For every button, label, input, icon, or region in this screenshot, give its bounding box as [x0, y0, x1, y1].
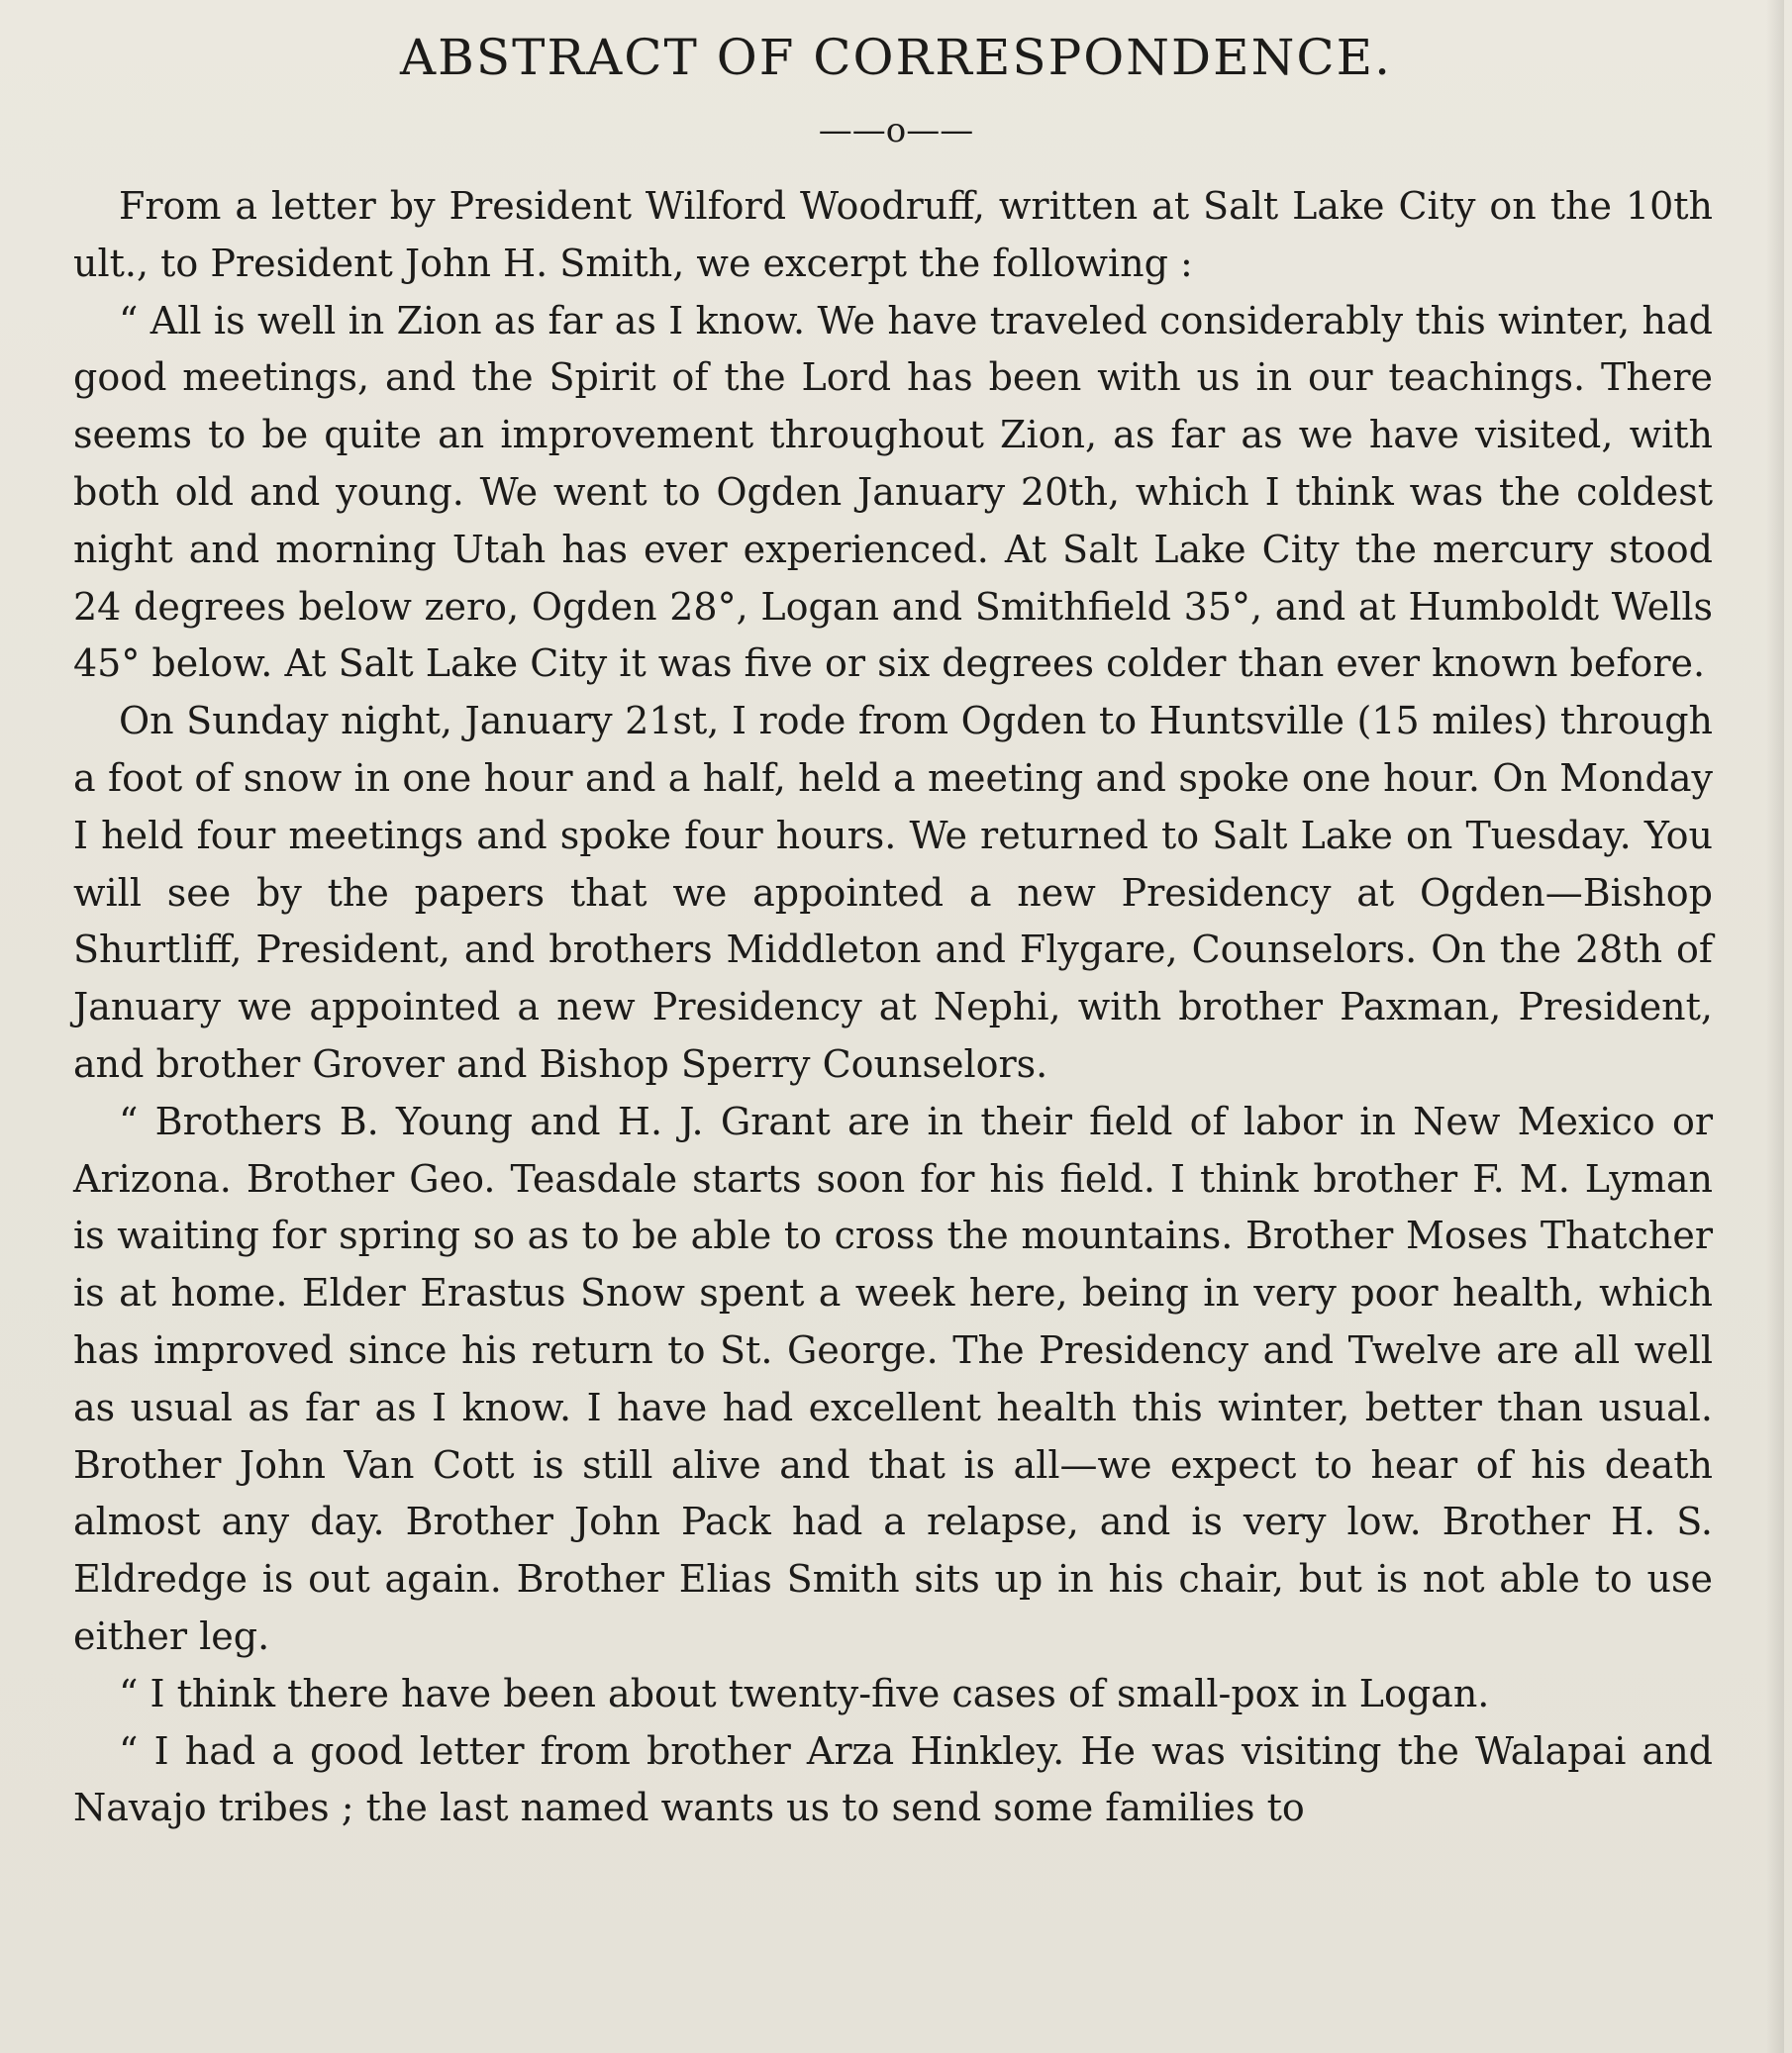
paragraph-intro: From a letter by President Wilford Woodruff, written at Salt Lake City on the 10th ult., to President John H. Smith, we excerpt the following :: [73, 184, 1713, 285]
page-title: ABSTRACT OF CORRESPONDENCE.: [400, 29, 1392, 86]
paragraph-letter-zion: “ All is well in Zion as far as I know. We have traveled considerably this winter, had good meetings, and the Spirit of the Lord has been with us in our teachings. There seems to be quite an improvement throughout Zion, as far as we have visited, with both old and young. We went to Ogden January 20th, which I think was the coldest night and morning Utah has ever experienced. At Salt Lake City the mercury stood 24 degrees below zero, Ogden 28°, Logan and Smithfield 35°, and at Humboldt Wells 45° below. At Salt Lake City it was five or six degrees colder than ever known before.: [73, 298, 1713, 686]
paragraph-letter-smallpox: “ I think there have been about twenty-five cases of small-pox in Logan.: [119, 1671, 1490, 1715]
page-edge-shadow: [1766, 0, 1784, 2053]
title-separator: ——o——: [818, 111, 974, 150]
paragraph-letter-brothers: “ Brothers B. Young and H. J. Grant are in their field of labor in New Mexico or Arizona. Brother Geo. Teasdale starts soon for his field. I think brother F. M. Lyman is waiting for spring so as to be able to cross the mountains. Brother Moses Thatcher is at home. Elder Erastus Snow spent a week here, being in very poor health, which has improved since his return to St. George. The Presidency and Twelve are all well as usual as far as I know. I have had excellent health this winter, better than usual. Brother John Van Cott is still alive and that is all—we expect to hear of his death almost any day. Brother John Pack had a relapse, and is very low. Brother H. S. Eldredge is out again. Brother Elias Smith sits up in his chair, but is not able to use either leg.: [73, 1099, 1713, 1658]
paragraph-letter-hinkley: “ I had a good letter from brother Arza Hinkley. He was visiting the Walapai and Navajo tribes ; the last named wants us to send some families to: [73, 1728, 1713, 1830]
paragraph-letter-huntsville: On Sunday night, January 21st, I rode from Ogden to Huntsville (15 miles) through a foot of snow in one hour and a half, held a meeting and spoke one hour. On Monday I held four meetings and spoke four hours. We returned to Salt Lake on Tuesday. You will see by the papers that we appointed a new Presidency at Ogden—Bishop Shurtliff, President, and brothers Middleton and Flygare, Counselors. On the 28th of January we appointed a new Presidency at Nephi, with brother Paxman, President, and brother Grover and Bishop Sperry Counselors.: [73, 699, 1713, 1086]
article-body: [73, 178, 1713, 1837]
